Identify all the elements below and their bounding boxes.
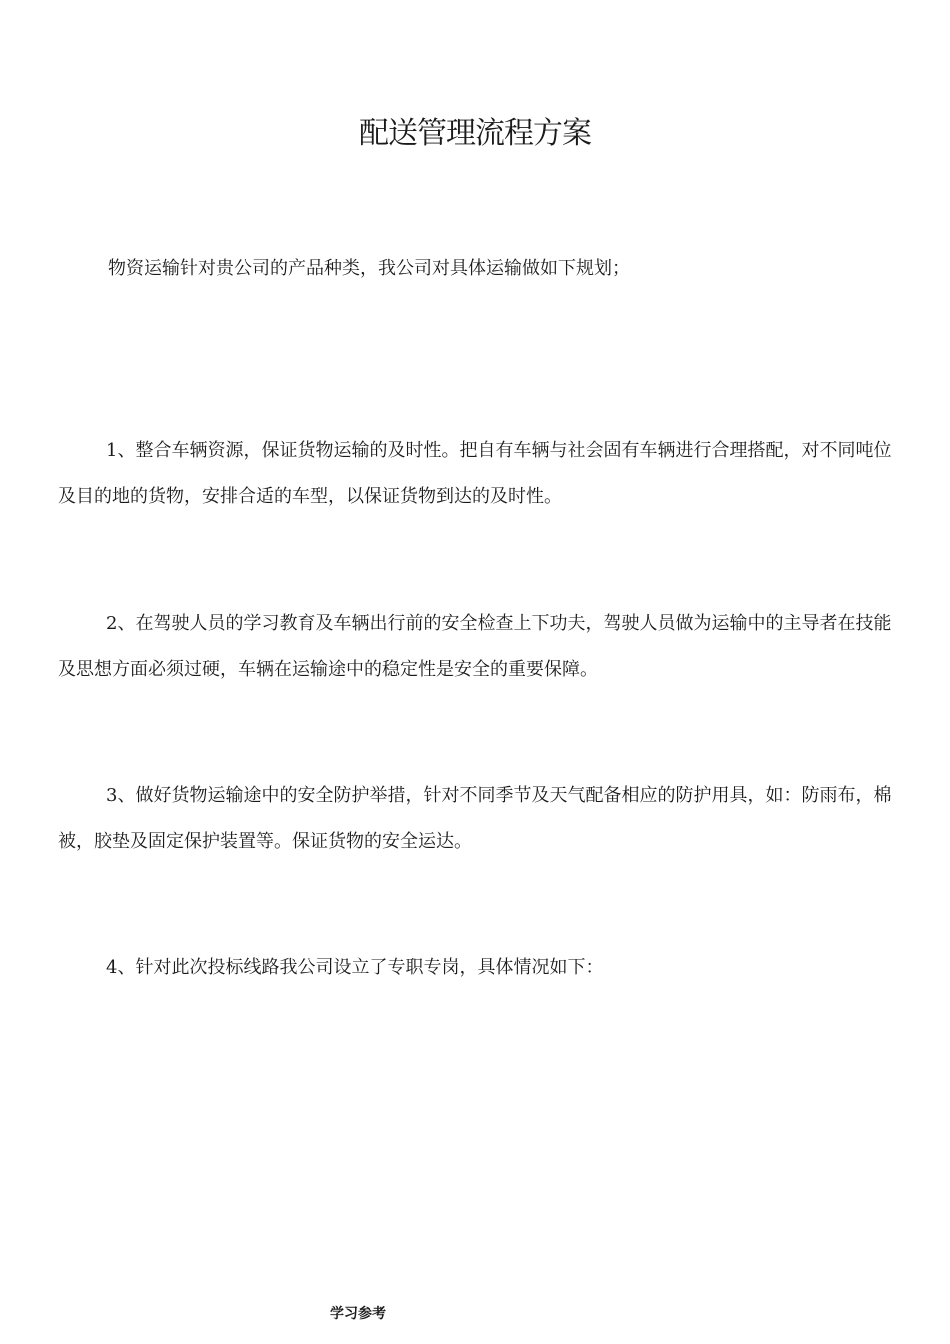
- paragraph-3: 3、做好货物运输途中的安全防护举措，针对不同季节及天气配备相应的防护用具，如：防雨布，棉被，胶垫及固定保护装置等。保证货物的安全运达。: [58, 785, 892, 852]
- intro-paragraph: 物资运输针对贵公司的产品种类，我公司对具体运输做如下规划；: [108, 258, 630, 279]
- page-footer: 学习参考: [330, 1306, 386, 1322]
- paragraph-4: 4、针对此次投标线路我公司设立了专职专岗，具体情况如下：: [106, 957, 604, 978]
- paragraph-1: 1、整合车辆资源，保证货物运输的及时性。把自有车辆与社会固有车辆进行合理搭配，对不同吨位及目的地的货物，安排合适的车型，以保证货物到达的及时性。: [58, 440, 892, 507]
- document-title: 配送管理流程方案: [359, 116, 591, 151]
- paragraph-2: 2、在驾驶人员的学习教育及车辆出行前的安全检查上下功夫，驾驶人员做为运输中的主导者在技能及思想方面必须过硬，车辆在运输途中的稳定性是安全的重要保障。: [58, 613, 892, 680]
